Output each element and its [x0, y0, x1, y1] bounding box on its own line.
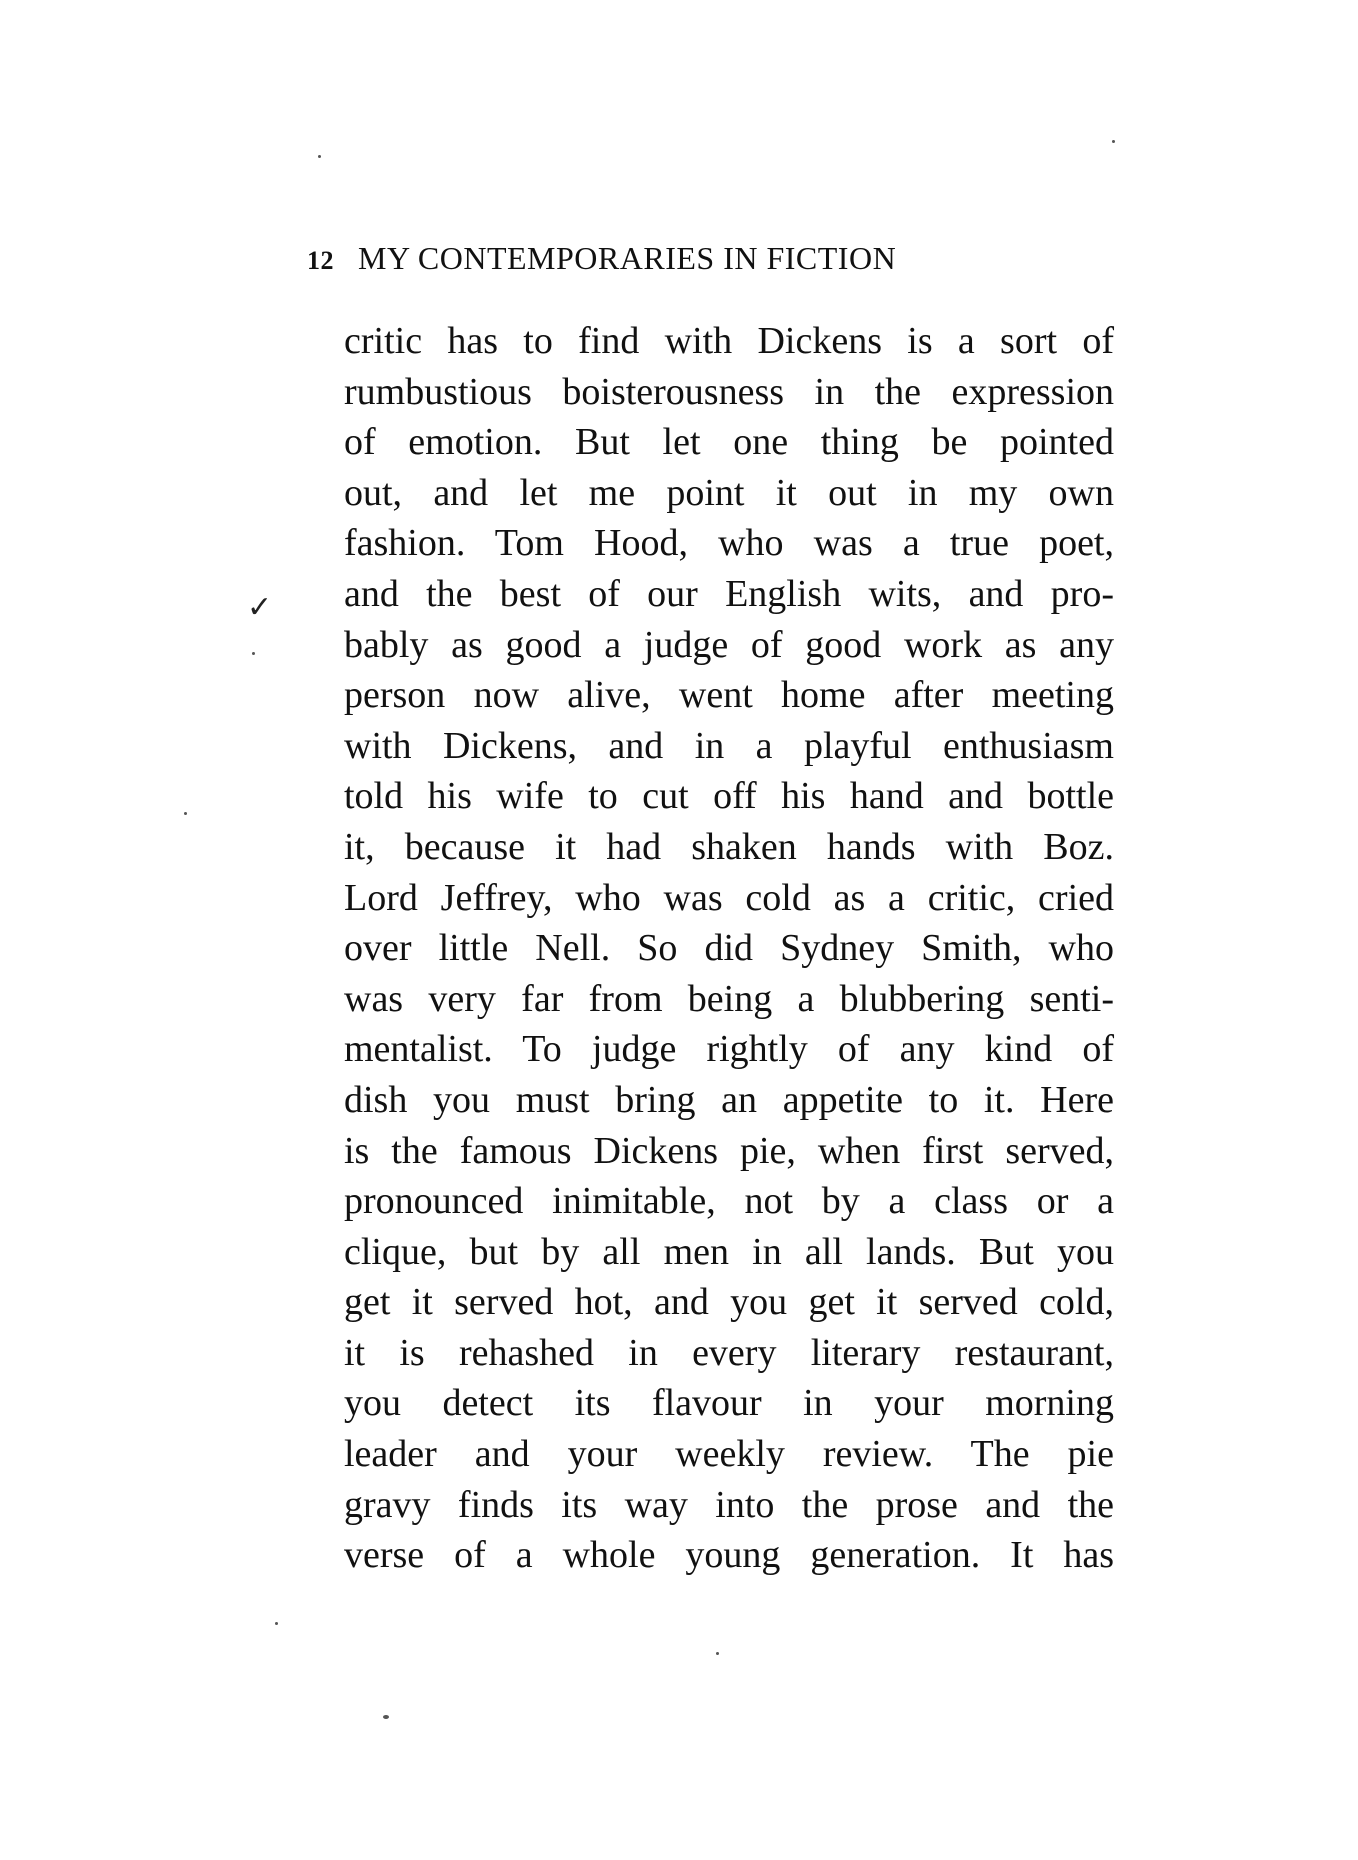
text-line: out, and let me point it out in my own [344, 471, 1114, 514]
scan-speck [275, 1622, 278, 1625]
text-line: over little Nell. So did Sydney Smith, who [344, 927, 1114, 970]
scan-speck [1112, 140, 1115, 143]
scan-speck [318, 155, 321, 158]
text-line: rumbustious boisterousness in the expression [344, 370, 1114, 413]
margin-checkmark-annotation: ✓ [247, 591, 273, 624]
text-line: with Dickens, and in a playful enthusiasm [344, 724, 1114, 767]
body-text [344, 316, 1114, 1581]
scan-speck [383, 1715, 389, 1719]
text-line: of emotion. But let one thing be pointed [344, 421, 1114, 464]
text-line: critic has to find with Dickens is a sort of [344, 320, 1114, 362]
text-line: gravy finds its way into the prose and the [344, 1483, 1114, 1526]
text-line: person now alive, went home after meeting [344, 674, 1114, 717]
text-line: it, because it had shaken hands with Boz. [344, 825, 1114, 868]
text-line: leader and your weekly review. The pie [344, 1433, 1114, 1476]
text-line: it is rehashed in every literary restaurant, [344, 1331, 1114, 1374]
text-line: is the famous Dickens pie, when first served, [344, 1129, 1114, 1172]
text-line: fashion. Tom Hood, who was a true poet, [344, 522, 1114, 565]
text-line: pronounced inimitable, not by a class or a [344, 1180, 1114, 1223]
text-line: and the best of our English wits, and pro- [344, 572, 1114, 615]
text-line: verse of a whole young generation. It has [344, 1534, 1114, 1577]
scan-speck [252, 652, 255, 655]
text-line: Lord Jeffrey, who was cold as a critic, cried [344, 876, 1114, 919]
scan-speck [716, 1652, 719, 1655]
text-line: dish you must bring an appetite to it. Here [344, 1078, 1114, 1121]
text-line: get it served hot, and you get it served cold, [344, 1281, 1114, 1324]
text-line: clique, but by all men in all lands. But you [344, 1230, 1114, 1273]
text-line: mentalist. To judge rightly of any kind of [344, 1028, 1114, 1071]
text-line: you detect its flavour in your morning [344, 1382, 1114, 1425]
text-line: told his wife to cut off his hand and bottle [344, 775, 1114, 818]
scan-speck [184, 812, 187, 815]
running-head [307, 240, 1067, 284]
text-line: bably as good a judge of good work as any [344, 623, 1114, 666]
page-number: 12 [307, 246, 334, 275]
running-title: MY CONTEMPORARIES IN FICTION [358, 240, 897, 276]
text-line: was very far from being a blubbering senti- [344, 977, 1114, 1020]
